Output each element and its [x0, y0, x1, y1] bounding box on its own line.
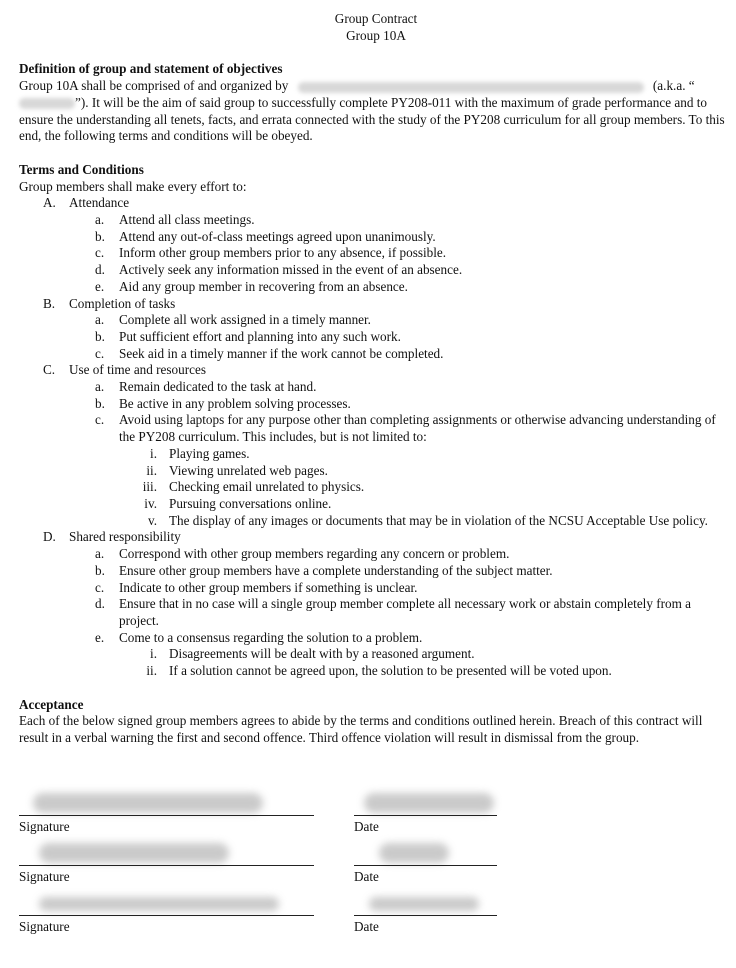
item-text: Attend any out-of-class meetings agreed upon unanimously.: [119, 228, 436, 244]
terms-heading: Terms and Conditions: [19, 161, 144, 177]
item-text: Ensure other group members have a complete understanding of the subject matter.: [119, 562, 553, 578]
sub-list-item: [19, 479, 725, 496]
date-scribble: [369, 897, 479, 911]
signature-row: [19, 843, 725, 893]
item-marker: e.: [95, 278, 105, 294]
signature-label: Signature: [19, 919, 70, 934]
subitem-marker: v.: [147, 512, 157, 528]
acceptance-heading: Acceptance: [19, 696, 84, 712]
definition-paragraph: [19, 78, 725, 145]
item-text: Put sufficient effort and planning into any such work.: [119, 328, 401, 344]
signature-line: [19, 915, 314, 916]
signature-row: [19, 893, 725, 943]
date-scribble: [379, 843, 449, 863]
sub-list-item: [19, 446, 725, 463]
date-line: [354, 865, 497, 866]
list-item: [19, 630, 725, 647]
subitem-text: If a solution cannot be agreed upon, the solution to be presented will be voted upon.: [169, 663, 612, 679]
section-title: Completion of tasks: [69, 295, 176, 311]
list-item: [19, 212, 725, 229]
definition-heading: Definition of group and statement of objectives: [19, 61, 283, 77]
sub-list-item: [19, 463, 725, 480]
item-text: Attend all class meetings.: [119, 212, 255, 228]
item-marker: b.: [95, 395, 105, 411]
contract-page: [19, 11, 725, 747]
item-marker: d.: [95, 262, 105, 278]
redacted-nickname: [19, 98, 75, 109]
redacted-member-names: [298, 82, 644, 93]
list-item: [19, 379, 725, 396]
sub-list-item: [19, 646, 725, 663]
date-label: Date: [354, 919, 379, 934]
aka-label: (a.k.a.: [652, 78, 686, 94]
document-title: [27, 11, 725, 44]
signature-label: Signature: [19, 819, 70, 834]
item-marker: b.: [95, 228, 105, 244]
definition-text-rest: ”). It will be the aim of said group to successfully complete PY208-011 with the maximum of grade performance and to ensure the understanding all tenets, facts, and errata connected with the study of the PY208 curriculum for all group members. To this end, the following terms and conditions will be obeyed.: [19, 94, 725, 144]
item-marker: b.: [95, 328, 105, 344]
signature-row: [19, 793, 725, 843]
subitem-marker: ii.: [146, 663, 157, 679]
section-marker: B.: [43, 295, 56, 311]
item-text: Seek aid in a timely manner if the work cannot be completed.: [119, 345, 444, 361]
date-label: Date: [354, 819, 379, 834]
terms-section: [19, 162, 725, 680]
list-item: [19, 563, 725, 580]
acceptance-text: Each of the below signed group members agrees to abide by the terms and conditions outlined herein. Breach of this contract will result in a verbal warning the first and second offence. Third offence violation will result in dismissal from the group.: [19, 713, 703, 746]
definition-section: [19, 61, 725, 145]
section-title: Use of time and resources: [69, 362, 206, 378]
date-line: [354, 915, 497, 916]
list-item: [19, 245, 725, 262]
item-text: Avoid using laptops for any purpose other than completing assignments or otherwise advancing understanding of the PY208 curriculum. This includes, but is not limited to:: [119, 412, 716, 445]
list-item: [19, 396, 725, 413]
item-text: Ensure that in no case will a single group member complete all necessary work or abstain completely from a project.: [119, 596, 692, 628]
subitem-marker: i.: [150, 445, 157, 461]
list-item: [19, 312, 725, 329]
subitem-marker: iv.: [144, 495, 157, 511]
item-text: Actively seek any information missed in the event of an absence.: [119, 262, 463, 278]
item-text: Aid any group member in recovering from an absence.: [119, 278, 408, 294]
signature-scribble: [39, 897, 279, 911]
item-marker: b.: [95, 562, 105, 578]
date-line: [354, 815, 497, 816]
subitem-marker: ii.: [146, 462, 157, 478]
sub-list-item: [19, 663, 725, 680]
section-title: Attendance: [69, 195, 130, 211]
item-marker: a.: [95, 546, 105, 562]
item-marker: c.: [95, 579, 105, 595]
item-marker: a.: [95, 379, 105, 395]
item-text: Come to a consensus regarding the solution to a problem.: [119, 629, 423, 645]
subitem-marker: iii.: [142, 479, 157, 495]
section-marker: C.: [43, 362, 56, 378]
subitem-marker: i.: [150, 646, 157, 662]
signature-line: [19, 815, 314, 816]
item-text: Remain dedicated to the task at hand.: [119, 379, 317, 395]
section-marker: A.: [43, 195, 56, 211]
item-marker: d.: [95, 596, 105, 612]
list-item: [19, 279, 725, 296]
item-marker: c.: [95, 412, 105, 428]
item-marker: c.: [95, 345, 105, 361]
sub-list-item: [19, 513, 725, 530]
subitem-text: Disagreements will be dealt with by a reasoned argument.: [169, 646, 475, 662]
list-item: [19, 580, 725, 597]
item-marker: a.: [95, 312, 105, 328]
item-text: Inform other group members prior to any absence, if possible.: [119, 245, 447, 261]
list-item: [19, 412, 725, 445]
item-text: Be active in any problem solving processes.: [119, 395, 351, 411]
list-item: [19, 229, 725, 246]
title-line-1: Group Contract: [334, 11, 418, 26]
list-item: [19, 262, 725, 279]
title-line-2: Group 10A: [346, 27, 406, 43]
subitem-text: Viewing unrelated web pages.: [169, 462, 328, 478]
signature-line: [19, 865, 314, 866]
signature-scribble: [39, 843, 229, 863]
item-marker: e.: [95, 629, 105, 645]
item-text: Indicate to other group members if something is unclear.: [119, 579, 418, 595]
subitem-text: Playing games.: [169, 445, 250, 461]
list-item: [19, 546, 725, 563]
terms-section-heading: [19, 529, 725, 546]
list-item: [19, 329, 725, 346]
date-scribble: [364, 793, 494, 813]
subitem-text: Pursuing conversations online.: [169, 495, 332, 511]
section-marker: D.: [43, 529, 56, 545]
item-marker: c.: [95, 245, 105, 261]
acceptance-section: [19, 697, 725, 747]
date-label: Date: [354, 869, 379, 884]
terms-section-heading: [19, 195, 725, 212]
quote-open: “: [688, 78, 695, 94]
terms-section-heading: [19, 296, 725, 313]
section-title: Shared responsibility: [69, 529, 181, 545]
terms-section-heading: [19, 362, 725, 379]
list-item: [19, 596, 725, 629]
terms-list: [19, 195, 725, 679]
sub-list-item: [19, 496, 725, 513]
terms-intro: Group members shall make every effort to:: [19, 178, 247, 194]
subitem-text: Checking email unrelated to physics.: [169, 479, 365, 495]
subitem-text: The display of any images or documents that may be in violation of the NCSU Acceptable Use policy.: [169, 512, 708, 528]
item-text: Correspond with other group members regarding any concern or problem.: [119, 546, 510, 562]
definition-text-start: Group 10A shall be comprised of and organized by: [19, 78, 289, 94]
item-text: Complete all work assigned in a timely manner.: [119, 312, 371, 328]
signature-label: Signature: [19, 869, 70, 884]
item-marker: a.: [95, 212, 105, 228]
signature-scribble: [33, 793, 263, 813]
list-item: [19, 346, 725, 363]
